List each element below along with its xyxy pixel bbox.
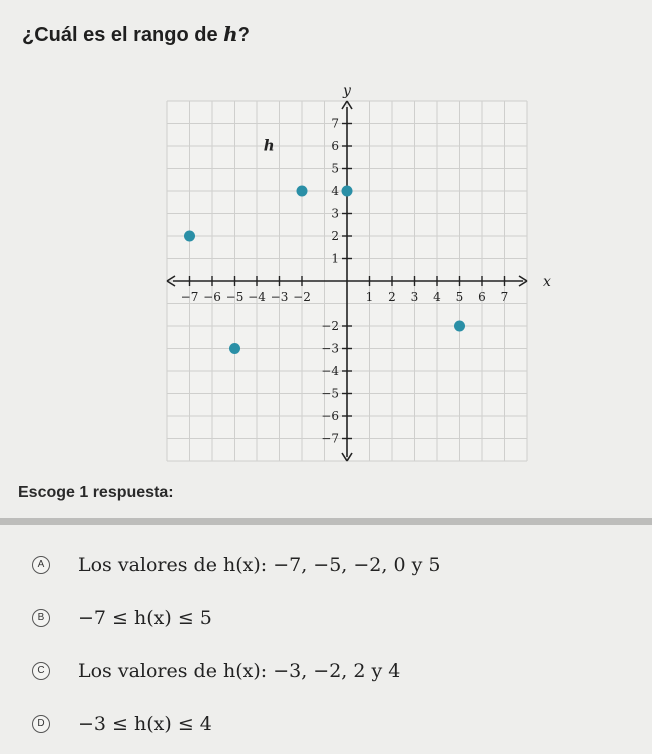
x-tick-label: −7 [180, 290, 199, 304]
x-tick-label: 1 [365, 290, 374, 304]
x-tick-label: −3 [270, 290, 289, 304]
x-tick-label: 7 [500, 290, 509, 304]
data-point [229, 343, 240, 354]
y-tick-label: 2 [331, 229, 339, 243]
x-tick-label: −5 [225, 290, 244, 304]
data-point [184, 231, 195, 242]
choice-b-radio[interactable]: B [32, 609, 50, 627]
choice-d-radio[interactable]: D [32, 715, 50, 733]
choice-c-text: Los valores de h(x): −3, −2, 2 y 4 [78, 659, 401, 682]
choice-d[interactable] [32, 697, 440, 750]
data-point [297, 186, 308, 197]
data-point [342, 186, 353, 197]
x-axis-label: x [543, 274, 551, 290]
x-tick-label: 3 [410, 290, 419, 304]
y-tick-label: 4 [331, 184, 339, 198]
choice-b-text: −7 ≤ h(x) ≤ 5 [78, 606, 212, 629]
question-variable: h [223, 22, 238, 46]
choice-b[interactable] [32, 591, 440, 644]
x-tick-label: 5 [455, 290, 464, 304]
x-tick-label: 6 [478, 290, 486, 304]
y-tick-label: 3 [331, 206, 339, 221]
data-point [454, 321, 465, 332]
choice-c[interactable] [32, 644, 440, 697]
y-tick-label: −7 [321, 431, 339, 446]
coordinate-graph [0, 80, 652, 470]
question-suffix: ? [237, 24, 250, 46]
separator [0, 518, 652, 525]
x-tick-label: 4 [433, 290, 441, 304]
question-prefix: ¿Cuál es el rango de [22, 24, 224, 46]
choice-d-text: −3 ≤ h(x) ≤ 4 [78, 712, 212, 735]
function-label: h [263, 136, 275, 155]
y-tick-label: −3 [321, 341, 339, 356]
y-tick-label: 7 [331, 116, 339, 131]
answer-choices [32, 538, 440, 750]
y-tick-label: −6 [321, 409, 339, 423]
choice-a[interactable] [32, 538, 440, 591]
x-tick-label: −4 [248, 290, 266, 304]
question-text [22, 22, 250, 47]
y-tick-label: −2 [321, 319, 339, 333]
x-tick-label: −2 [293, 290, 311, 304]
y-tick-label: −5 [321, 386, 339, 401]
x-tick-label: 2 [388, 290, 396, 304]
instruction-label: Escoge 1 respuesta: [18, 484, 174, 501]
choice-c-radio[interactable]: C [32, 662, 50, 680]
y-axis-label: y [343, 83, 351, 99]
y-tick-label: −4 [321, 364, 339, 378]
y-tick-label: 5 [331, 161, 339, 176]
choice-a-radio[interactable]: A [32, 556, 50, 574]
y-tick-label: 1 [331, 251, 339, 266]
y-tick-label: 6 [331, 139, 339, 153]
choice-a-text: Los valores de h(x): −7, −5, −2, 0 y 5 [78, 553, 441, 576]
x-tick-label: −6 [203, 290, 221, 304]
